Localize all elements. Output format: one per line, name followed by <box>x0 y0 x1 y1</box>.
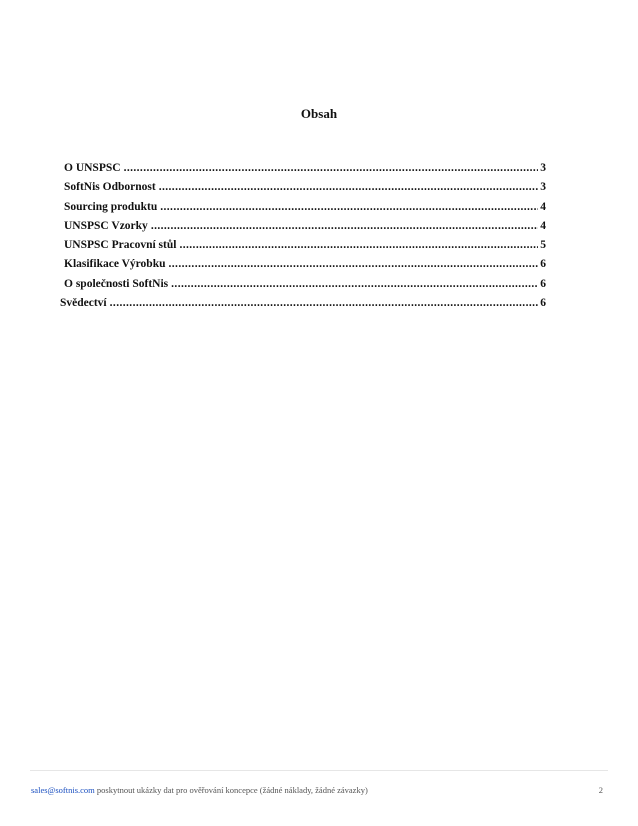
toc-entry[interactable] <box>60 255 546 274</box>
toc-entry-label: O UNSPSC <box>64 162 121 174</box>
toc-title: Obsah <box>300 106 338 121</box>
toc-entry[interactable] <box>60 198 546 217</box>
toc-entry[interactable] <box>60 217 546 236</box>
toc-entry-page: 6 <box>540 277 546 290</box>
toc-entry-label: Svědectví <box>60 297 107 310</box>
toc-leader-dots <box>159 178 539 197</box>
toc-entry-page: 6 <box>540 258 546 271</box>
toc-entry[interactable] <box>56 294 546 313</box>
toc-leader-dots <box>151 217 538 236</box>
toc-leader-dots <box>160 198 538 217</box>
toc-entry-label: UNSPSC Vzorky <box>64 219 148 232</box>
toc-leader-dots <box>169 255 539 274</box>
toc-entry-label: Klasifikace Výrobku <box>64 258 166 271</box>
toc-leader-dots <box>171 275 538 294</box>
footer-divider <box>30 770 608 771</box>
toc-entry-label: O společnosti SoftNis <box>64 277 169 290</box>
toc-entry-page: 6 <box>540 297 546 310</box>
toc-entry-label: Sourcing produktu <box>64 200 158 213</box>
toc-entry-page: 4 <box>540 200 546 213</box>
toc-leader-dots <box>110 294 539 313</box>
toc-entry[interactable] <box>60 178 546 197</box>
toc-leader-dots <box>124 159 539 178</box>
toc-entry-page: 4 <box>540 219 546 232</box>
toc-entry-page: 5 <box>540 239 546 252</box>
footer-email-link[interactable]: sales@softnis.com <box>31 785 95 795</box>
table-of-contents <box>60 159 546 313</box>
page-footer <box>31 785 603 795</box>
footer-text: poskytnout ukázky dat pro ověřování koncepce (žádné náklady, žádné závazky) <box>94 785 368 795</box>
toc-leader-dots <box>179 236 538 255</box>
toc-entry-label: SoftNis Odbornost <box>64 181 156 194</box>
toc-entry-page: 3 <box>540 162 546 174</box>
toc-entry[interactable] <box>60 275 546 294</box>
toc-entry[interactable] <box>60 236 546 255</box>
toc-entry-label: UNSPSC Pracovní stůl <box>64 239 177 252</box>
toc-entry[interactable] <box>60 159 546 178</box>
toc-entry-page: 3 <box>540 181 546 194</box>
page-number: 2 <box>598 785 603 795</box>
footer-note <box>31 785 368 795</box>
